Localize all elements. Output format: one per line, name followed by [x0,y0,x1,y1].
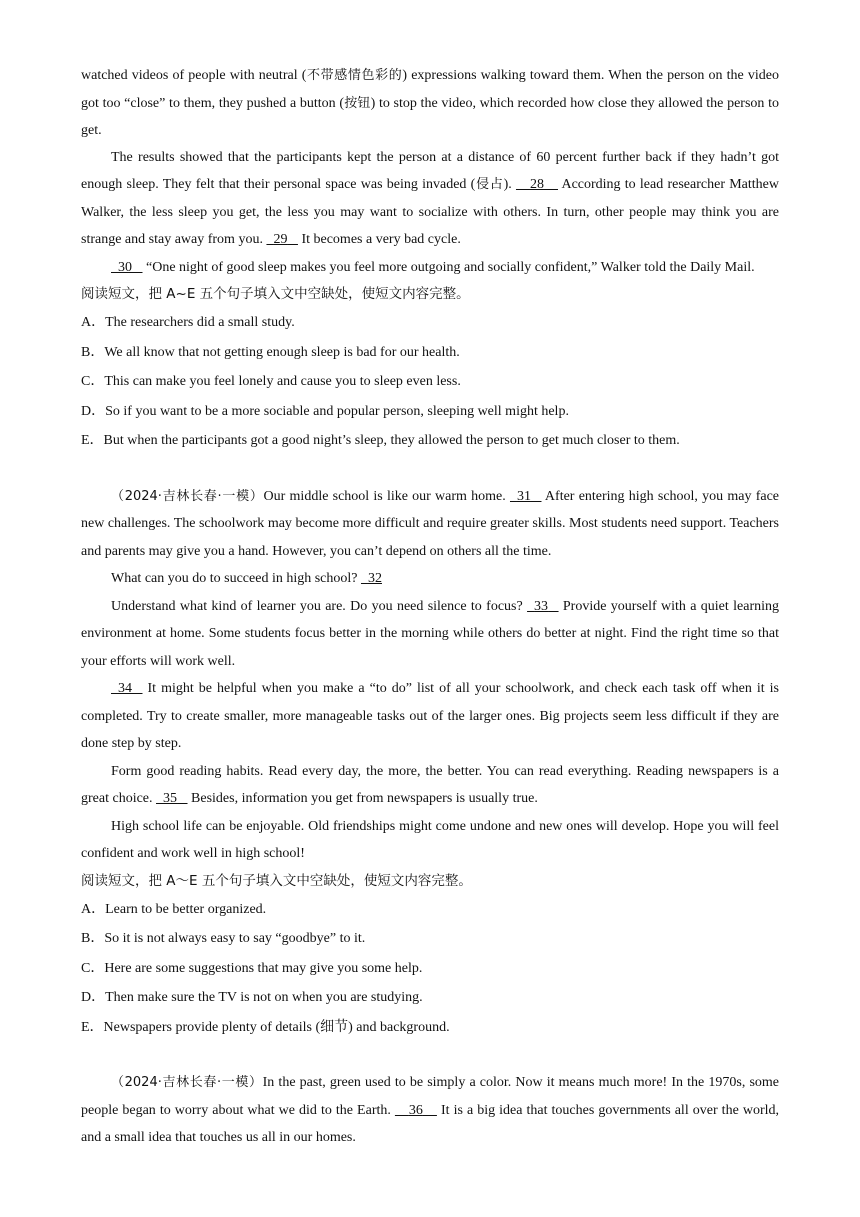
passage2-option-a: A．Learn to be better organized. [81,901,267,917]
passage1-option-e: E．But when the participants got a good night’s sleep, they allowed the person to get much closer to them. [81,433,680,448]
passage2-option-e: E．Newspapers provide plenty of details (细节) and background. [81,1019,450,1035]
passage2-paragraph-5: Form good reading habits. Read every day, the more, the better. You can read everything. Reading newspapers is a great choice. 35 Besides, information you get from newspapers is usually true. [81,758,779,813]
passage2-option-c: C．Here are some suggestions that may give you some help. [81,960,423,976]
passage1-option-a: A．The researchers did a small study. [81,315,295,330]
passage1-instruction: 阅读短文，把 A~E 五个句子填入文中空缺处，使短文内容完整。 [81,286,470,302]
blank-34[interactable]: 34 [118,681,132,696]
passage1-paragraph-1: watched videos of people with neutral (不带感情色彩的) expressions walking toward them. When the person on the video got too “close” to them, they pushed a button (按钮) to stop the video, which recorded how close they allowed the person to get. [81,68,779,138]
blank-28[interactable]: 28 [529,177,544,192]
blank-32[interactable]: 32 [367,571,382,586]
blank-36[interactable]: 36 [408,1102,423,1118]
passage1-option-d: D．So if you want to be a more sociable and popular person, sleeping well might help. [81,403,569,419]
passage2-instruction: 阅读短文，把 A～E 五个句子填入文中空缺处，使短文内容完整。 [81,872,472,889]
blank-30[interactable]: 30 [118,259,132,275]
blank-29[interactable]: 29 [273,232,288,247]
blank-31[interactable]: 31 [516,488,531,504]
passage2-paragraph-1: （2024·吉林长春·一模）Our middle school is like our warm home. 31 After entering high school, you may face new challenges. The schoolwork may become more difficult and require greater skills. Most students need support. Teachers and parents may give you a hand. However, you can’t depend on others all the time. [81,483,779,566]
source-label: （2024·吉林长春·一模） [111,488,264,504]
blank-35[interactable]: 35 [163,791,178,806]
passage1-paragraph-3: 30 “One night of good sleep makes you feel more outgoing and socially confident,” Walker told the Daily Mail. [81,254,779,282]
passage2-option-d: D．Then make sure the TV is not on when you are studying. [81,990,423,1005]
passage2-paragraph-2: What can you do to succeed in high school? 32 [81,565,779,593]
passage1-paragraph-2: The results showed that the participants kept the person at a distance of 60 percent further back if they hadn’t got enough sleep. They felt that their personal space was being invaded (侵占). 28 According to lead researcher Matthew Walker, the less sleep you get, the less you may want to socialize with others. In turn, other people may think you are strange and stay away from you. 29 It becomes a very bad cycle. [81,144,779,254]
passage1-option-c: C．This can make you feel lonely and cause you to sleep even less. [81,374,461,389]
passage2-option-b: B．So it is not always easy to say “goodbye” to it. [81,931,366,946]
passage2-paragraph-6: High school life can be enjoyable. Old friendships might come undone and new ones will develop. Hope you will feel confident and work well in high school! [81,818,779,861]
section-gap [81,456,779,483]
passage1-option-b: B．We all know that not getting enough sleep is bad for our health. [81,344,460,360]
source-label: （2024·吉林长春·一模） [111,1075,263,1090]
blank-33[interactable]: 33 [534,598,549,614]
document-page [81,62,779,1152]
passage2-paragraph-3: Understand what kind of learner you are. Do you need silence to focus? 33 Provide yourself with a quiet learning environment at home. Some students focus better in the morning while others do better at night. Find the right time so that your efforts will work well. [81,593,779,676]
passage2-paragraph-4: 34 It might be helpful when you make a “to do” list of all your schoolwork, and check each task off when it is completed. Try to create smaller, more manageable tasks out of the larger ones. Big projects seem less difficult if they are done step by step. [81,675,779,758]
passage3-paragraph-1: （2024·吉林长春·一模）In the past, green used to be simply a color. Now it means much more! In the 1970s, some people began to worry about what we did to the Earth. 36 It is a big idea that touches governments all over the world, and a small idea that touches us all in our homes. [81,1075,780,1145]
section-gap [81,1042,779,1069]
